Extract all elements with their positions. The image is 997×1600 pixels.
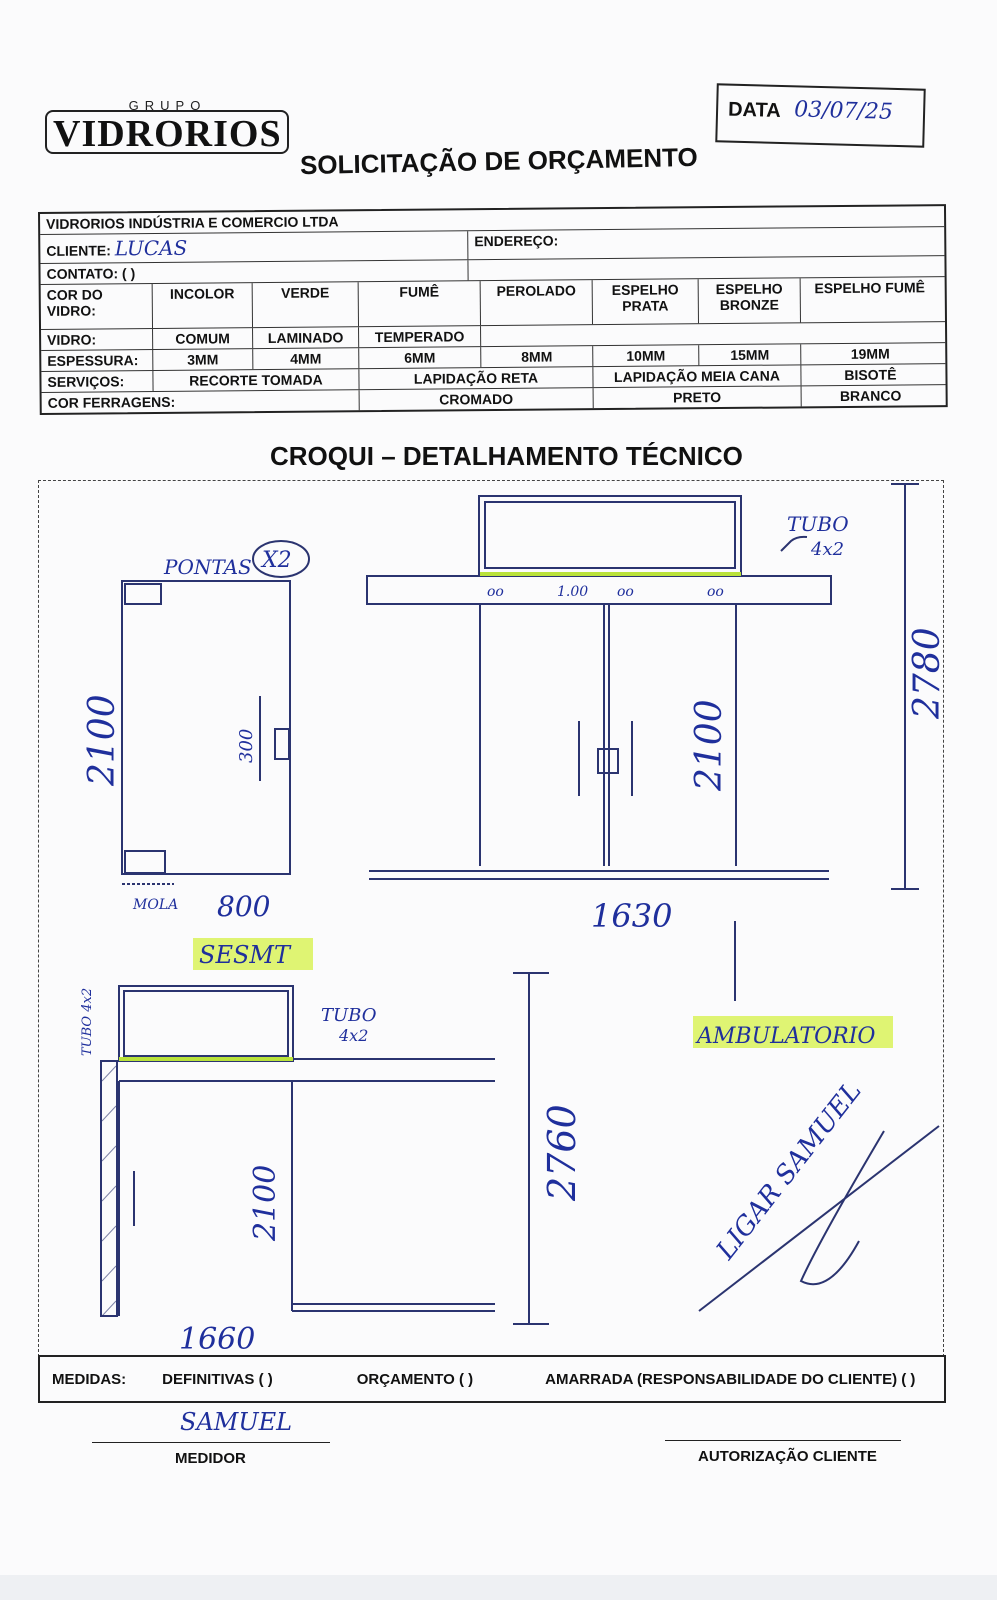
hatch-1 bbox=[102, 1066, 116, 1081]
logo-name: VIDRORIOS bbox=[53, 113, 282, 155]
option-amarrada: AMARRADA (RESPONSABILIDADE DO CLIENTE) ( ) bbox=[545, 1370, 916, 1388]
type-blank bbox=[481, 322, 945, 346]
door1-glass-panel bbox=[122, 581, 290, 874]
contact-label: CONTATO: ( ) bbox=[40, 260, 468, 284]
door2-hole-3: oo bbox=[617, 584, 634, 600]
company-name: VIDRORIOS INDÚSTRIA E COMERCIO LTDA bbox=[46, 213, 339, 232]
door3-tubo-size: 4x2 bbox=[339, 1026, 369, 1045]
color-espelho-prata: ESPELHO PRATA bbox=[593, 279, 699, 324]
technical-sketch bbox=[39, 481, 948, 1357]
type-comum: COMUM bbox=[153, 328, 253, 349]
door2-total-height-label: 2780 bbox=[907, 627, 948, 719]
thick-6mm: 6MM bbox=[359, 347, 481, 368]
hardware-label: COR FERRAGENS: bbox=[42, 390, 360, 413]
note-pontas: PONTAS bbox=[164, 555, 252, 579]
sketch-area bbox=[38, 480, 948, 1357]
door1-bottom-patch bbox=[125, 851, 165, 873]
service-lapidacao-reta: LAPIDAÇÃO RETA bbox=[359, 367, 593, 389]
client-label: CLIENTE: bbox=[46, 242, 111, 259]
client-auth-label: AUTORIZAÇÃO CLIENTE bbox=[698, 1448, 877, 1465]
option-definitivas: DEFINITIVAS ( ) bbox=[162, 1370, 273, 1388]
color-verde: VERDE bbox=[253, 282, 359, 327]
hardware-preto: PRETO bbox=[594, 386, 802, 408]
door2-hole-2: 1.00 bbox=[557, 584, 589, 600]
door1-name-label: SESMT bbox=[199, 941, 290, 969]
door2-transom-frame bbox=[479, 496, 741, 574]
thickness-label: ESPESSURA: bbox=[41, 350, 153, 371]
date-value: 03/07/25 bbox=[793, 97, 894, 125]
signature-diagonal: LIGAR SAMUEL bbox=[710, 1076, 868, 1266]
note-x2: X2 bbox=[262, 548, 292, 573]
date-label: DATA bbox=[727, 98, 781, 122]
service-meia-cana: LAPIDAÇÃO MEIA CANA bbox=[593, 365, 801, 387]
hatch-7 bbox=[102, 1301, 116, 1316]
door2-door-height-label: 2100 bbox=[689, 699, 730, 791]
door2-hole-1: oo bbox=[487, 584, 504, 600]
vidrorios-logo bbox=[45, 96, 290, 156]
croqui-title: CROQUI – DETALHAMENTO TÉCNICO bbox=[270, 441, 743, 471]
door3-transom-frame bbox=[119, 986, 293, 1061]
door3-total-height-label: 2760 bbox=[540, 1104, 584, 1201]
type-laminado: LAMINADO bbox=[253, 327, 359, 348]
door3-transom-glass bbox=[124, 991, 288, 1056]
door2-hole-4: oo bbox=[707, 584, 724, 600]
glass-type-label: VIDRO: bbox=[41, 329, 153, 350]
color-fume: FUMÊ bbox=[359, 281, 481, 326]
door1-handle-label: 300 bbox=[236, 728, 257, 763]
thick-15mm: 15MM bbox=[699, 344, 801, 365]
door3-width-label: 1660 bbox=[179, 1322, 256, 1357]
option-orcamento: ORÇAMENTO ( ) bbox=[356, 1370, 474, 1388]
color-espelho-fume: ESPELHO FUMÊ bbox=[814, 279, 925, 297]
thick-4mm: 4MM bbox=[253, 348, 359, 369]
color-espelho-bronze: ESPELHO BRONZE bbox=[699, 278, 801, 323]
color-perolado: PEROLADO bbox=[481, 280, 593, 325]
door1-lock bbox=[275, 729, 289, 759]
thick-8mm: 8MM bbox=[481, 346, 593, 367]
door2-tubo-arrow bbox=[781, 537, 807, 551]
client-field bbox=[40, 231, 468, 263]
thick-10mm: 10MM bbox=[593, 345, 699, 366]
door1-mola-label: MOLA bbox=[133, 897, 179, 913]
contact-blank bbox=[468, 256, 944, 280]
hatch-4 bbox=[102, 1186, 116, 1201]
door1-top-patch bbox=[125, 584, 161, 604]
measures-label: MEDIDAS: bbox=[52, 1370, 127, 1388]
type-temperado: TEMPERADO bbox=[359, 326, 481, 347]
glass-color-label: COR DO VIDRO: bbox=[41, 284, 153, 329]
hardware-branco: BRANCO bbox=[839, 387, 902, 405]
door3-door-height-label: 2100 bbox=[248, 1164, 283, 1241]
client-value: LUCAS bbox=[114, 235, 188, 261]
hatch-2 bbox=[102, 1106, 116, 1121]
door2-tubo-size: 4x2 bbox=[811, 539, 845, 560]
measures-row bbox=[38, 1355, 946, 1403]
service-recorte: RECORTE TOMADA bbox=[153, 369, 359, 391]
hatch-3 bbox=[102, 1146, 116, 1161]
service-bisote: BISOTÊ bbox=[844, 366, 897, 383]
color-incolor: INCOLOR bbox=[153, 283, 253, 328]
thick-19mm: 19MM bbox=[850, 345, 890, 362]
door2-tubo-label: TUBO bbox=[787, 512, 849, 536]
thick-3mm: 3MM bbox=[153, 349, 253, 370]
door2-name-label: AMBULATORIO bbox=[697, 1024, 876, 1049]
medidor-line bbox=[92, 1442, 330, 1443]
date-box bbox=[715, 83, 925, 147]
logo-grupo-text: GRUPO bbox=[128, 98, 207, 113]
services-label: SERVIÇOS: bbox=[41, 371, 153, 392]
medidor-signature: SAMUEL bbox=[180, 1408, 293, 1436]
door1-height-label: 2100 bbox=[82, 694, 123, 786]
door1-width-label: 800 bbox=[217, 890, 271, 923]
door2-transom-glass bbox=[485, 502, 735, 568]
client-sign-line bbox=[665, 1440, 901, 1441]
scanner-footer-bar bbox=[0, 1575, 997, 1600]
hardware-cromado: CROMADO bbox=[360, 388, 594, 410]
order-form-table bbox=[38, 204, 948, 415]
hatch-6 bbox=[102, 1266, 116, 1281]
address-label: ENDEREÇO: bbox=[474, 232, 559, 250]
door3-wall-hatch bbox=[101, 1061, 117, 1316]
door2-header-bar bbox=[367, 576, 831, 604]
hatch-5 bbox=[102, 1226, 116, 1241]
door2-width-label: 1630 bbox=[591, 897, 673, 935]
door3-tubo-label: TUBO bbox=[321, 1005, 377, 1026]
form-title: SOLICITAÇÃO DE ORÇAMENTO bbox=[299, 141, 698, 181]
glass-color-row bbox=[41, 277, 945, 330]
door3-tubo-left-label: TUBO 4x2 bbox=[80, 987, 95, 1056]
medidor-label: MEDIDOR bbox=[175, 1450, 246, 1467]
